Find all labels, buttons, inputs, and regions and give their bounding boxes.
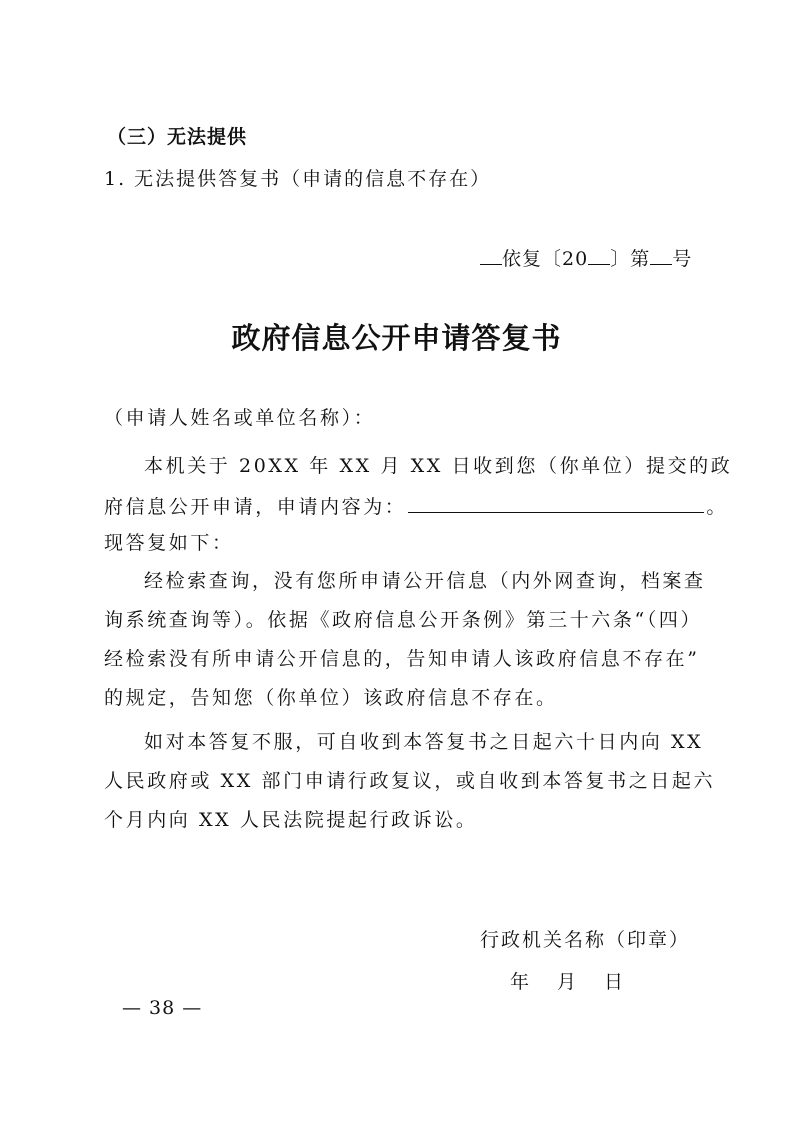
paragraph1-line2-prefix: 府信息公开申请，申请内容为： [104, 496, 407, 518]
signature-date [510, 967, 651, 994]
paragraph2-line3: 经检索没有所申请公开信息的，告知申请人该政府信息不存在” [104, 648, 700, 670]
document-title: 政府信息公开申请答复书 [231, 321, 562, 355]
paragraph1-line1: 本机关于 20XX 年 XX 月 XX 日收到您（你单位）提交的政 [144, 455, 733, 477]
paragraph2-line1: 经检索查询，没有您所申请公开信息（内外网查询，档案查 [144, 570, 706, 592]
issuing-authority-signature: 行政机关名称（印章） [480, 929, 691, 951]
agency-abbrev-blank [480, 246, 502, 265]
date-day: 日 [604, 971, 624, 993]
date-year: 年 [510, 971, 530, 993]
paragraph2-line2: 询系统查询等）。依据《政府信息公开条例》第三十六条“（四） [104, 609, 703, 631]
paragraph1-line2-suffix: 。 [706, 496, 729, 518]
doc-number-text-b: 〕第 [610, 248, 651, 270]
request-content-blank [408, 492, 704, 513]
paragraph1-line3: 现答复如下： [104, 532, 234, 554]
document-number [480, 244, 692, 271]
item-title: 1. 无法提供答复书（申请的信息不存在） [104, 168, 492, 190]
year-blank [588, 246, 610, 265]
paragraph3-line3: 个月内向 XX 人民法院提起行政诉讼。 [104, 809, 478, 831]
doc-number-text-a: 依复〔20 [502, 248, 589, 270]
section-heading: （三）无法提供 [107, 126, 248, 148]
serial-blank [650, 246, 672, 265]
doc-number-text-c: 号 [672, 248, 693, 270]
salutation: （申请人姓名或单位名称）： [104, 407, 376, 429]
paragraph1-line2 [104, 492, 728, 519]
paragraph2-line4: 的规定，告知您（你单位）该政府信息不存在。 [104, 687, 558, 709]
paragraph3-line2: 人民政府或 XX 部门申请行政复议，或自收到本答复书之日起六 [104, 770, 716, 792]
paragraph3-line1: 如对本答复不服，可自收到本答复书之日起六十日内向 XX [144, 731, 704, 753]
date-month: 月 [557, 971, 577, 993]
page-number: — 38 — [122, 997, 203, 1019]
